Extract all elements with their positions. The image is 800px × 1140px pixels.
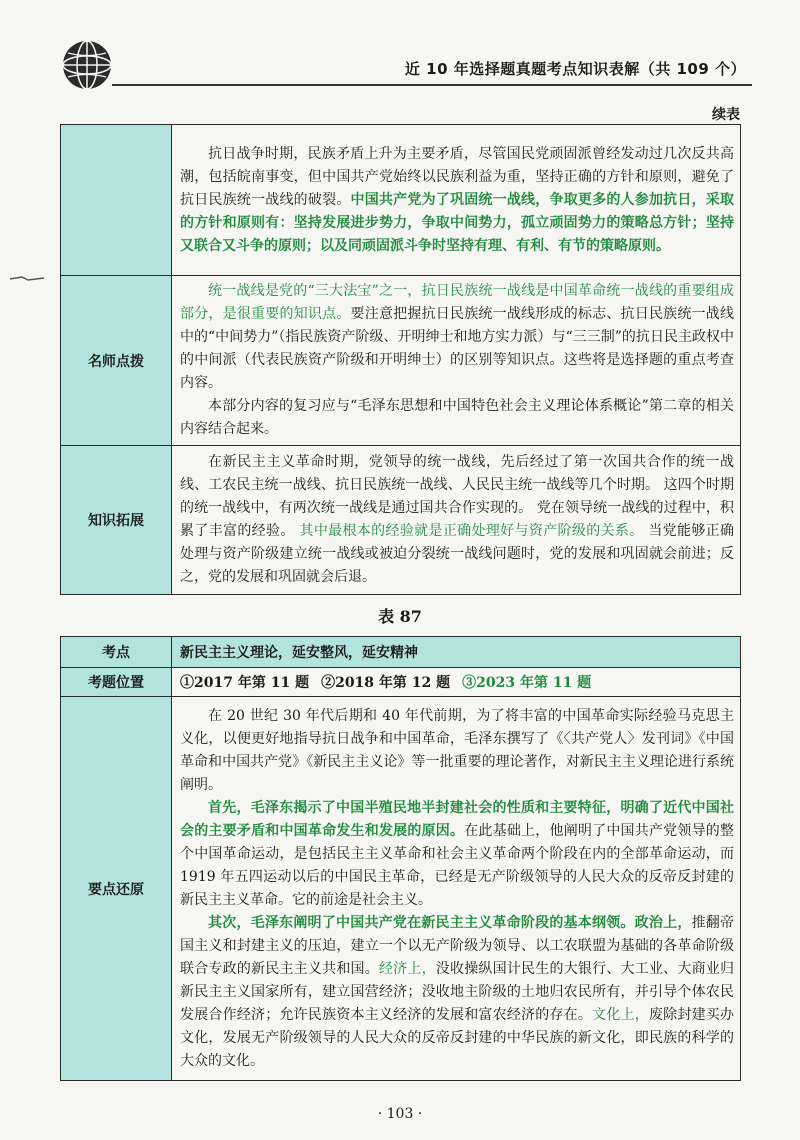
- exam-point-value: 新民主主义理论，延安整风，延安精神: [172, 637, 741, 668]
- key-points-cell: 在 20 世纪 30 年代后期和 40 年代前期，为了将丰富的中国革命实际经验马克思主义化，以便更好地指导抗日战争和中国革命，毛泽东撰写了《〈共产党人〉发刊词》《中国革命和中国共产党》《新民主主义论》等一批重要的理论著作，对新民主主义理论进行系统阐明。 首先，毛泽东揭示了中国半殖民地半封建社会的性质和主要特征，明确了近代中国社会的主要矛盾和中国革命发生和发展的原因。在此基础上，他阐明了中国共产党领导的整个中国革命运动，是包括民主主义革命和社会主义革命两个阶段在内的全部革命运动，而 1919 年五四运动以后的中国民主革命，已经是无产阶级领导的人民大众的反帝反封建的新民主主义革命。它的前途是社会主义。 其次，毛泽东阐明了中国共产党在新民主主义革命阶段的基本纲领。政治上，推翻帝国主义和封建主义的压迫，建立一个以无产阶级为领导、以工农联盟为基础的各革命阶级联合专政的新民主主义共和国。经济上，没收操纵国计民生的大银行、大工业、大商业归新民主主义国家所有，建立国营经济；没收地主阶级的土地归农民所有，并引导个体农民发展合作经济；允许民族资本主义经济的发展和富农经济的存在。文化上，废除封建买办文化，发展无产阶级领导的人民大众的反帝反封建的中华民族的新文化，即民族的科学的大众的文化。: [172, 697, 741, 1081]
- strategy-cell: 抗日战争时期，民族矛盾上升为主要矛盾，尽管国民党顽固派曾经发动过几次反共高潮，包括皖南事变，但中国共产党始终以民族利益为重，坚持正确的方针和原则，避免了抗日民族统一战线的破裂。中国共产党为了巩固统一战线，争取更多的人参加抗日，采取的方针和原则有：坚持发展进步势力，争取中间势力，孤立顽固势力的策略总方针；坚持又联合又斗争的原则；以及同顽固派斗争时坚持有理、有利、有节的策略原则。: [172, 125, 741, 276]
- header-title: 近 10 年选择题真题考点知识表解（共 109 个）: [404, 60, 746, 78]
- row-label-teacher-tips: 名师点拨: [61, 276, 172, 446]
- page-header: [0, 0, 800, 100]
- table-87: [60, 636, 741, 1081]
- row-label-empty: [61, 125, 172, 276]
- table-row: [61, 668, 741, 697]
- teacher-tips-cell: 统一战线是党的“三大法宝”之一，抗日民族统一战线是中国革命统一战线的重要组成部分，是很重要的知识点。要注意把握抗日民族统一战线形成的标志、抗日民族统一战线中的“中间势力”（指民族资产阶级、开明绅士和地方实力派）与“三三制”的抗日民主政权中的中间派（代表民族资产阶级和开明绅士）的区别等知识点。这些将是选择题的重点考查内容。 本部分内容的复习应与“毛泽东思想和中国特色社会主义理论体系概论”第二章的相关内容结合起来。: [172, 276, 741, 446]
- continued-label: 续表: [712, 107, 740, 123]
- page-number: · 103 ·: [377, 1106, 423, 1122]
- table-row: [61, 276, 741, 446]
- question-positions: [172, 668, 741, 697]
- row-label-key-points: 要点还原: [61, 697, 172, 1081]
- continued-table: [60, 124, 741, 595]
- row-label-question-position: 考题位置: [61, 668, 172, 697]
- row-label-knowledge-extension: 知识拓展: [61, 446, 172, 595]
- table-row: [61, 637, 741, 668]
- table-row: [61, 125, 741, 276]
- position-item: ③2023 年第 11 题: [462, 675, 592, 691]
- row-label-exam-point: 考点: [61, 637, 172, 668]
- table-row: [61, 697, 741, 1081]
- table-row: [61, 446, 741, 595]
- position-item: ②2018 年第 12 题: [321, 675, 451, 691]
- position-item: ①2017 年第 11 题: [180, 675, 310, 691]
- header-rule: [112, 84, 752, 86]
- knowledge-extension-cell: 在新民主主义革命时期，党领导的统一战线，先后经过了第一次国共合作的统一战线、工农民主统一战线、抗日民族统一战线、人民民主统一战线等几个时期。 这四个时期的统一战线中，有两次统一战线是通过国共合作实现的。 党在领导统一战线的过程中，积累了丰富的经验。 其中最根本的经验就是正确处理好与资产阶级的关系。 当党能够正确处理与资产阶级建立统一战线或被迫分裂统一战线问题时，党的发展和巩固就会前进；反之，党的发展和巩固就会后退。: [172, 446, 741, 595]
- table-caption: 表 87: [378, 607, 422, 626]
- globe-icon: [60, 38, 114, 92]
- margin-mark: [8, 272, 46, 284]
